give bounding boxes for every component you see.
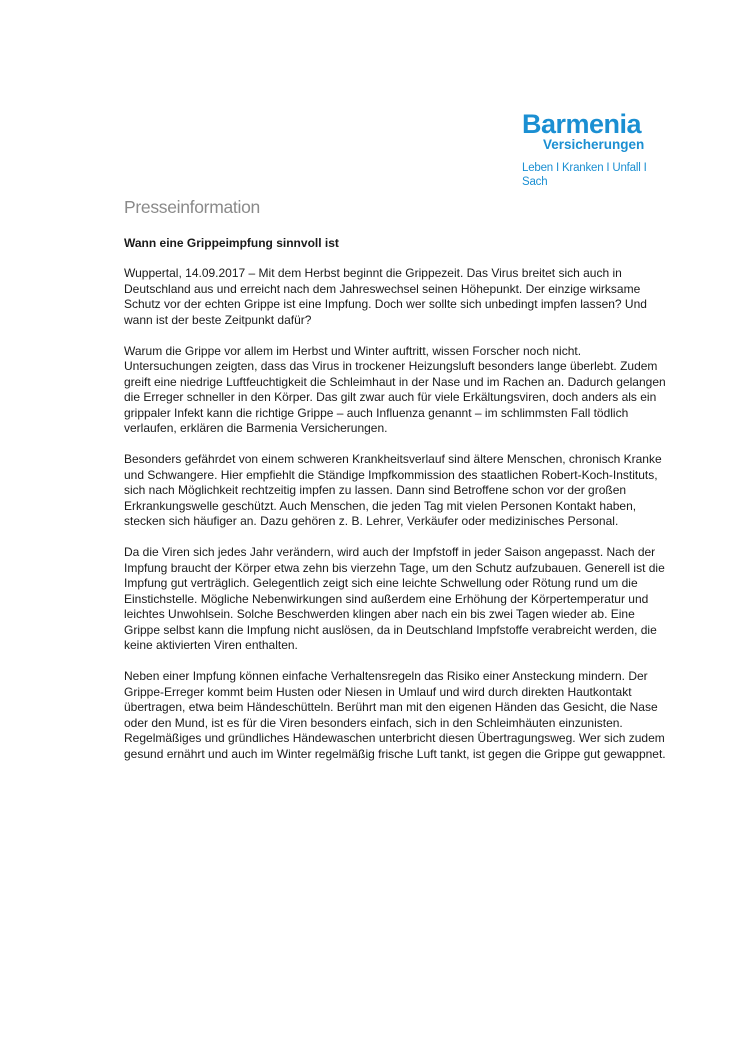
text-line: Einstichstelle. Mögliche Nebenwirkungen sind außerdem eine Erhöhung der Körpertemperatur und xyxy=(124,591,649,606)
paragraph xyxy=(124,669,666,762)
text-line: leichtes Unwohlsein. Solche Beschwerden klingen aber nach ein bis zwei Tagen wieder ab. Eine xyxy=(124,607,635,621)
logo-tagline: Leben I Kranken I Unfall I Sach xyxy=(522,162,647,188)
text-line: Besonders gefährdet von einem schweren Krankheitsverlauf sind ältere Menschen, chronisch Kranke xyxy=(124,452,662,466)
text-line: wann ist der beste Zeitpunkt dafür? xyxy=(124,312,312,327)
paragraph xyxy=(124,266,647,328)
paragraph xyxy=(124,343,666,437)
text-line: Da die Viren sich jedes Jahr verändern, wird auch der Impfstoff in jeder Saison angepasst. Nach der xyxy=(124,545,656,559)
article-title: Wann eine Grippeimpfung sinnvoll ist xyxy=(124,236,339,250)
document-type-label: Presseinformation xyxy=(124,197,260,217)
text-line: Neben einer Impfung können einfache Verhaltensregeln das Risiko einer Ansteckung mindern. Der xyxy=(124,669,648,683)
text-line: grippaler Infekt kann die richtige Grippe – auch Influenza genannt – im schlimmsten Fall tödlich xyxy=(124,405,629,420)
text-line: greift eine niedrige Luftfeuchtigkeit die Schleimhaut in der Nase und im Rachen an. Dadurch gelangen xyxy=(124,374,666,389)
text-line: Impfung gut verträglich. Gelegentlich zeigt sich eine leichte Schwellung oder Rötung rund um die xyxy=(124,576,638,590)
text-line: die Erreger schneller in den Körper. Das gilt zwar auch für viele Erkältungsviren, doch anders als ein xyxy=(124,390,657,404)
text-line: stecken sich häufiger an. Dazu gehören z. B. Lehrer, Verkäufer oder medizinisches Personal. xyxy=(124,514,619,528)
text-line: Regelmäßiges und gründliches Händewaschen unterbricht diesen Übertragungsweg. Wer sich zudem xyxy=(124,731,665,745)
text-line: Grippe selbst kann die Impfung nicht auslösen, da in Deutschland Impfstoffe verabreicht werden, die xyxy=(124,622,657,637)
text-line: Untersuchungen zeigten, dass das Virus in trockener Heizungsluft besonders lange überlebt. Zudem xyxy=(124,359,658,373)
text-line: übertragen, etwa beim Händeschütteln. Berührt man mit den eigenen Händen das Gesicht, die Nase xyxy=(124,700,658,714)
text-line: Impfung braucht der Körper etwa zehn bis vierzehn Tage, um den Schutz aufzubauen. Generell ist die xyxy=(124,560,665,575)
text-line: Deutschland aus und erreicht nach dem Jahreswechsel seinen Höhepunkt. Der einzige wirksame xyxy=(124,281,641,296)
text-line: und Schwangere. Hier empfiehlt die Ständige Impfkommission des staatlichen Robert-Koch-Instituts, xyxy=(124,467,658,482)
logo-brand: Barmenia xyxy=(522,109,642,139)
text-line: Grippe-Erreger kommt beim Husten oder Niesen in Umlauf und wird durch direkten Hautkontakt xyxy=(124,684,632,699)
text-line: Warum die Grippe vor allem im Herbst und Winter auftritt, wissen Forscher noch nicht. xyxy=(124,343,582,358)
text-line: Wuppertal, 14.09.2017 – Mit dem Herbst beginnt die Grippezeit. Das Virus breitet sich auch in xyxy=(124,266,622,280)
paragraph xyxy=(124,545,665,654)
text-line: sich nach Möglichkeit rechtzeitig impfen zu lassen. Dann sind Betroffene schon vor der großen xyxy=(124,483,627,497)
text-line: Erkrankungswelle geschützt. Auch Menschen, die jeden Tag mit vielen Personen Kontakt haben, xyxy=(124,498,637,513)
barmenia-logo xyxy=(508,110,668,189)
text-line: keine aktivierten Viren enthalten. xyxy=(124,638,298,652)
logo-subtitle: Versicherungen xyxy=(543,137,645,152)
text-line: verlaufen, erklären die Barmenia Versicherungen. xyxy=(124,421,388,435)
text-line: oder den Mund, ist es für die Viren besonders einfach, sich in den Schleimhäuten einzunisten. xyxy=(124,715,623,730)
text-line: Schutz vor der echten Grippe ist eine Impfung. Doch wer sollte sich unbedingt impfen lassen? Und xyxy=(124,297,647,311)
text-line: gesund ernährt und auch im Winter regelmäßig frische Luft tankt, ist gegen die Grippe gut gewappnet. xyxy=(124,746,666,761)
article-body xyxy=(124,266,666,778)
paragraph xyxy=(124,452,662,530)
